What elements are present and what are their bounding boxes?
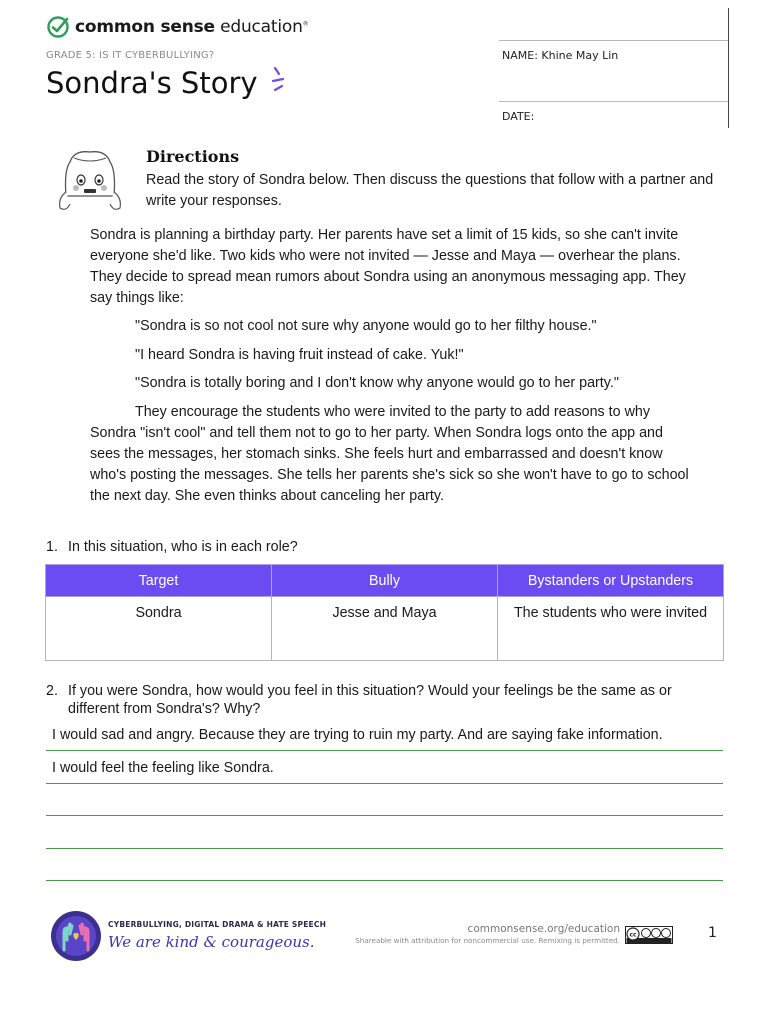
answer-bystanders[interactable]: The students who were invited (498, 597, 724, 661)
header-bystanders: Bystanders or Upstanders (498, 565, 724, 597)
story-paragraph-1: Sondra is planning a birthday party. Her parents have set a limit of 15 kids, so she can't invite everyone she'd like. Two kids who were not invited — Jesse and Maya — overhear the plans. They decide to spread mean rumors about Sondra using an anonymous messaging app. They say things like: (90, 227, 686, 306)
directions-text: Read the story of Sondra below. Then discuss the questions that follow with a partner and write your responses. (146, 172, 714, 209)
story-quote-1: "Sondra is so not cool not sure why anyone would go to her filthy house." (135, 318, 597, 334)
footer-slogan: We are kind & courageous. (108, 933, 315, 951)
answer-line-2[interactable]: I would feel the feeling like Sondra. (52, 760, 274, 776)
header-vertical-rule (728, 8, 729, 128)
header-bully: Bully (272, 565, 498, 597)
name-divider (499, 40, 728, 41)
svg-text:cc: cc (629, 931, 637, 939)
answer-bully[interactable]: Jesse and Maya (272, 597, 498, 661)
table-row (46, 597, 724, 661)
table-header-row (46, 565, 724, 597)
date-divider (499, 101, 728, 102)
question-2-number: 2. (46, 683, 58, 699)
answer-rule-5 (46, 880, 723, 881)
unit-badge-icon (50, 910, 102, 962)
name-field[interactable]: NAME: Khine May Lin (502, 49, 619, 62)
creative-commons-license-icon (625, 926, 673, 944)
answer-target[interactable]: Sondra (46, 597, 272, 661)
answer-rule-4 (46, 848, 723, 849)
question-2-text: If you were Sondra, how would you feel in this situation? Would your feelings be the same as or different from Sondra's? Why? (68, 683, 672, 717)
answer-rule-3 (46, 815, 723, 816)
story-quote-2: "I heard Sondra is having fruit instead of cake. Yuk!" (135, 347, 464, 363)
answer-line-1[interactable]: I would sad and angry. Because they are trying to ruin my party. And are saying fake information. (52, 727, 663, 743)
answer-rule-2 (46, 783, 723, 784)
story-paragraph-2: They encourage the students who were invited to the party to add reasons to why Sondra "isn't cool" and tell them not to go to her party. When Sondra logs onto the app and sees the messages, her stomach sinks. She feels hurt and embarrassed and doesn't know who's posting the messages. She tells her parents she's sick so she won't have to go to school the next day. She even thinks about canceling her party. (90, 404, 689, 504)
header-target: Target (46, 565, 272, 597)
directions-heading: Directions (146, 147, 240, 166)
grade-line: GRADE 5: IS IT CYBERBULLYING? (46, 50, 215, 61)
question-1-text: In this situation, who is in each role? (68, 539, 298, 555)
date-field[interactable]: DATE: (502, 110, 535, 123)
checkmark-circle-icon (46, 15, 70, 39)
sparkle-icon (271, 66, 291, 94)
character-illustration-icon (52, 148, 128, 216)
roles-table (45, 564, 724, 661)
brand-logo (46, 14, 308, 40)
story-quote-3: "Sondra is totally boring and I don't know why anyone would go to her party." (135, 375, 619, 391)
question-2 (46, 682, 726, 718)
question-1-number: 1. (46, 539, 58, 555)
footer-unit-line: CYBERBULLYING, DIGITAL DRAMA & HATE SPEECH (108, 920, 327, 929)
page-title: Sondra's Story (46, 66, 291, 100)
footer-url[interactable]: commonsense.org/education (467, 923, 620, 935)
brand-name: common sense education® (75, 17, 309, 37)
question-1 (46, 539, 298, 555)
footer-share-note: Shareable with attribution for noncommercial use. Remixing is permitted. (355, 936, 620, 945)
page-number: 1 (708, 925, 717, 941)
answer-rule-1 (46, 750, 723, 751)
